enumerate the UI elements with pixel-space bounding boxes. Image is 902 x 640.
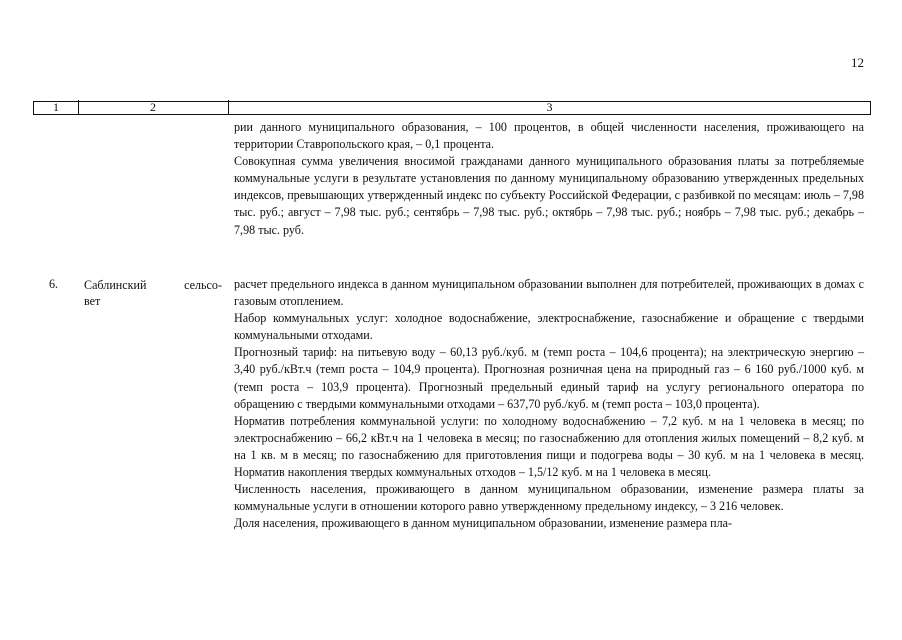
row6-description [234,276,864,532]
row6-paragraph: Норматив потребления коммунальной услуги: по холодному водоснабжению – 7,2 куб. м на 1 человека в месяц; по электроснабжению – 66,2 кВт.ч на 1 человека в месяц; по газоснабжению для отопления жилых помещений – 8,2 куб. м на 1 кв. м в месяц; по газоснабжению для приготовления пищи и подогрева воды – 30 куб. м на 1 человека в месяц. Норматив накопления твердых коммунальных отходов – 1,5/12 куб. м на 1 человека в месяц. [234,413,864,480]
continuation-paragraph: рии данного муниципального образования, – 100 процентов, в общей численности населения, проживающего на территории Ставропольского края, – 0,1 процента. [234,120,864,152]
column-header-3: 3 [546,100,553,114]
column-header-2: 2 [78,100,229,114]
column-header-1: 1 [34,100,79,114]
row6-paragraph: Прогнозный тариф: на питьевую воду – 60,13 руб./куб. м (темп роста – 104,6 процента); на электрическую энергию – 3,40 руб./кВт.ч (темп роста – 104,9 процента). Прогнозная розничная цена на природный газ – 6 160 руб./1000 куб. м (темп роста – 103,9 процента). Прогнозный предельный единый тариф на услугу регионального оператора по обращению с твердыми коммунальными отходами – 637,70 руб./куб. м (темп роста – 103,0 процента). [234,345,864,411]
municipality-name-line2: вет [84,294,101,308]
table-header [33,101,871,115]
row6-paragraph: Набор коммунальных услуг: холодное водоснабжение, электроснабжение, газоснабжение и обращение с твердыми коммунальными отходами. [234,311,864,343]
continuation-paragraph: Совокупная сумма увеличения вносимой гражданами данного муниципального образования платы за потребляемые коммунальные услуги в результате установления по данному муниципальному образованию утвержденных предельных индексов, превышающих утвержденный индекс по субъекту Российской Федерации, с разбивкой по месяцам: июль – 7,98 тыс. руб.; август – 7,98 тыс. руб.; сентябрь – 7,98 тыс. руб.; октябрь – 7,98 тыс. руб.; ноябрь – 7,98 тыс. руб.; декабрь – 7,98 тыс. руб. [234,154,864,237]
row6-paragraph: Доля населения, проживающего в данном муниципальном образовании, изменение размера пла- [234,516,733,531]
municipality-name-line1: Саблинский сельсо- [84,278,222,292]
page-number: 12 [851,55,864,70]
municipality-name [84,277,222,309]
row6-paragraph: Численность населения, проживающего в данном муниципальном образовании, изменение размера платы за коммунальные услуги в отношении которого равно утвержденному предельному индексу, – 3 216 человек. [234,482,864,514]
row6-paragraph: расчет предельного индекса в данном муниципальном образовании выполнен для потребителей, проживающих в домах с газовым отоплением. [234,277,864,309]
row-number: 6. [49,277,59,291]
continuation-block [234,119,864,239]
